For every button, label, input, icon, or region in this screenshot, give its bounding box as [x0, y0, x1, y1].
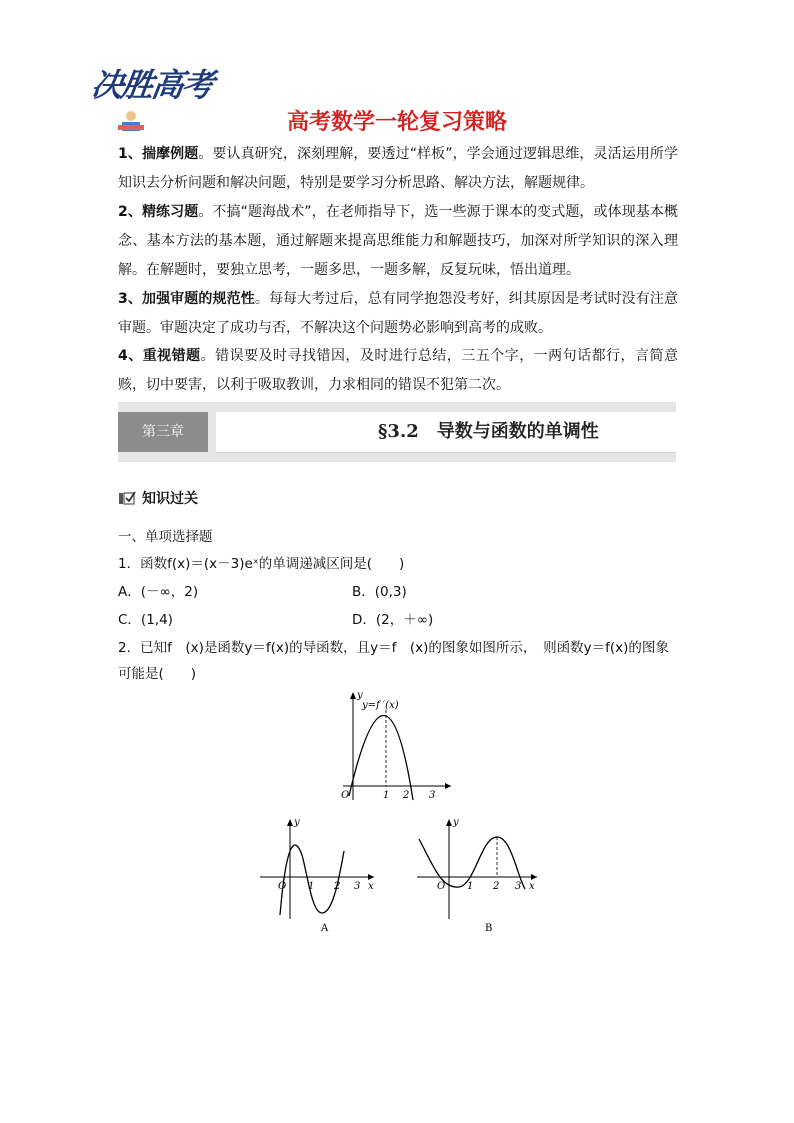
strategy-heading: 精练习题 — [141, 204, 199, 220]
strategy-1 — [118, 140, 678, 198]
chapter-title: §3.2 导数与函数的单调性 — [378, 421, 599, 442]
q1-option-d: D．(2，＋∞) — [352, 612, 434, 628]
x-label: x — [529, 881, 535, 892]
x-axis-arrow — [531, 874, 537, 880]
tick-label: 1 — [467, 881, 474, 892]
chapter-banner — [118, 402, 676, 462]
y-axis-arrow — [350, 692, 356, 699]
section-title: 知识过关 — [142, 491, 198, 507]
strategy-heading: 加强审题的规范性 — [141, 291, 255, 307]
y-axis-arrow — [287, 819, 293, 826]
y-axis-arrow — [446, 819, 452, 826]
y-label: y — [357, 690, 363, 701]
graph-caption: A — [321, 923, 329, 934]
logo-text: 决胜高考 — [89, 66, 215, 104]
page-title: 高考数学一轮复习策略 — [286, 110, 507, 135]
tick-label: 1 — [383, 790, 390, 801]
q1-stem: 1．函数f(x)＝(x－3)eˣ的单调递减区间是( ) — [118, 556, 405, 572]
q2-stem: 2．已知f (x)是函数y＝f(x)的导函数，且y＝f (x)的图象如图所示， 则函数y＝f(x)的图象 — [118, 640, 669, 656]
chapter-title-box — [216, 412, 676, 452]
q1-option-c: C．(1,4) — [118, 612, 173, 628]
tick-label: 3 — [429, 790, 436, 801]
strategy-heading: 揣摩例题 — [141, 146, 199, 162]
strategy-4 — [118, 342, 678, 400]
tick-label: 2 — [493, 881, 500, 892]
part-heading: 一、单项选择题 — [118, 529, 213, 545]
option-a-graph — [258, 815, 380, 937]
x-axis-arrow — [445, 783, 451, 789]
derivative-curve — [349, 715, 413, 800]
strategy-number: 2、 — [118, 204, 142, 220]
y-label: y — [294, 817, 300, 828]
checkbox-icon — [118, 491, 136, 505]
tick-label: 2 — [334, 881, 341, 892]
derivative-graph — [335, 688, 455, 804]
strategy-3 — [118, 285, 678, 343]
strategy-number: 4、 — [118, 348, 143, 364]
q1-option-a: A．(－∞，2) — [118, 584, 199, 600]
tick-label: 3 — [354, 881, 361, 892]
strategy-body: 。错误要及时寻找错因，及时进行总结，三五个字，一两句话都行，言简意赅，切中要害，以利于吸取教训，力求相同的错误不犯第二次。 — [118, 348, 678, 393]
strategy-number: 3、 — [118, 291, 142, 307]
section-heading — [118, 488, 198, 508]
q2-stem-continued: 可能是( ) — [118, 666, 197, 682]
strategy-number: 1、 — [118, 146, 142, 162]
x-label: x — [368, 881, 374, 892]
tick-label: 2 — [403, 790, 410, 801]
q1-option-b: B．(0,3) — [352, 584, 407, 600]
tick-label: 3 — [515, 881, 522, 892]
option-b-graph — [415, 815, 541, 937]
graph-caption: B — [485, 923, 493, 934]
origin-label: O — [437, 881, 446, 892]
curve-label: y=f ′(x) — [362, 700, 399, 711]
chapter-tab: 第三章 — [118, 412, 208, 452]
strategy-body: 。每每大考过后，总有同学抱怨没考好，纠其原因是考试时没有注意审题。审题决定了成功与否，不解决这个问题势必影响到高考的成败。 — [118, 291, 679, 336]
strategy-body: 。要认真研究，深刻理解，要透过“样板”，学会通过逻辑思维，灵活运用所学知识去分析问题和解决问题，特别是要学习分析思路、解决方法，解题规律。 — [118, 146, 678, 191]
origin-label: O — [278, 881, 287, 892]
strategy-heading: 重视错题 — [142, 348, 201, 364]
strategy-body: 。不搞“题海战术”，在老师指导下，选一些源于课本的变式题，或体现基本概念、基本方法的基本题，通过解题来提高思维能力和解题技巧，加深对所学知识的深入理解。在解题时，要独立思考，一题多思，一题多解，反复玩味，悟出道理。 — [118, 204, 678, 278]
tick-label: 1 — [308, 881, 315, 892]
strategy-2 — [118, 198, 678, 285]
y-label: y — [453, 817, 459, 828]
origin-label: O — [341, 790, 350, 801]
x-axis-arrow — [368, 874, 374, 880]
